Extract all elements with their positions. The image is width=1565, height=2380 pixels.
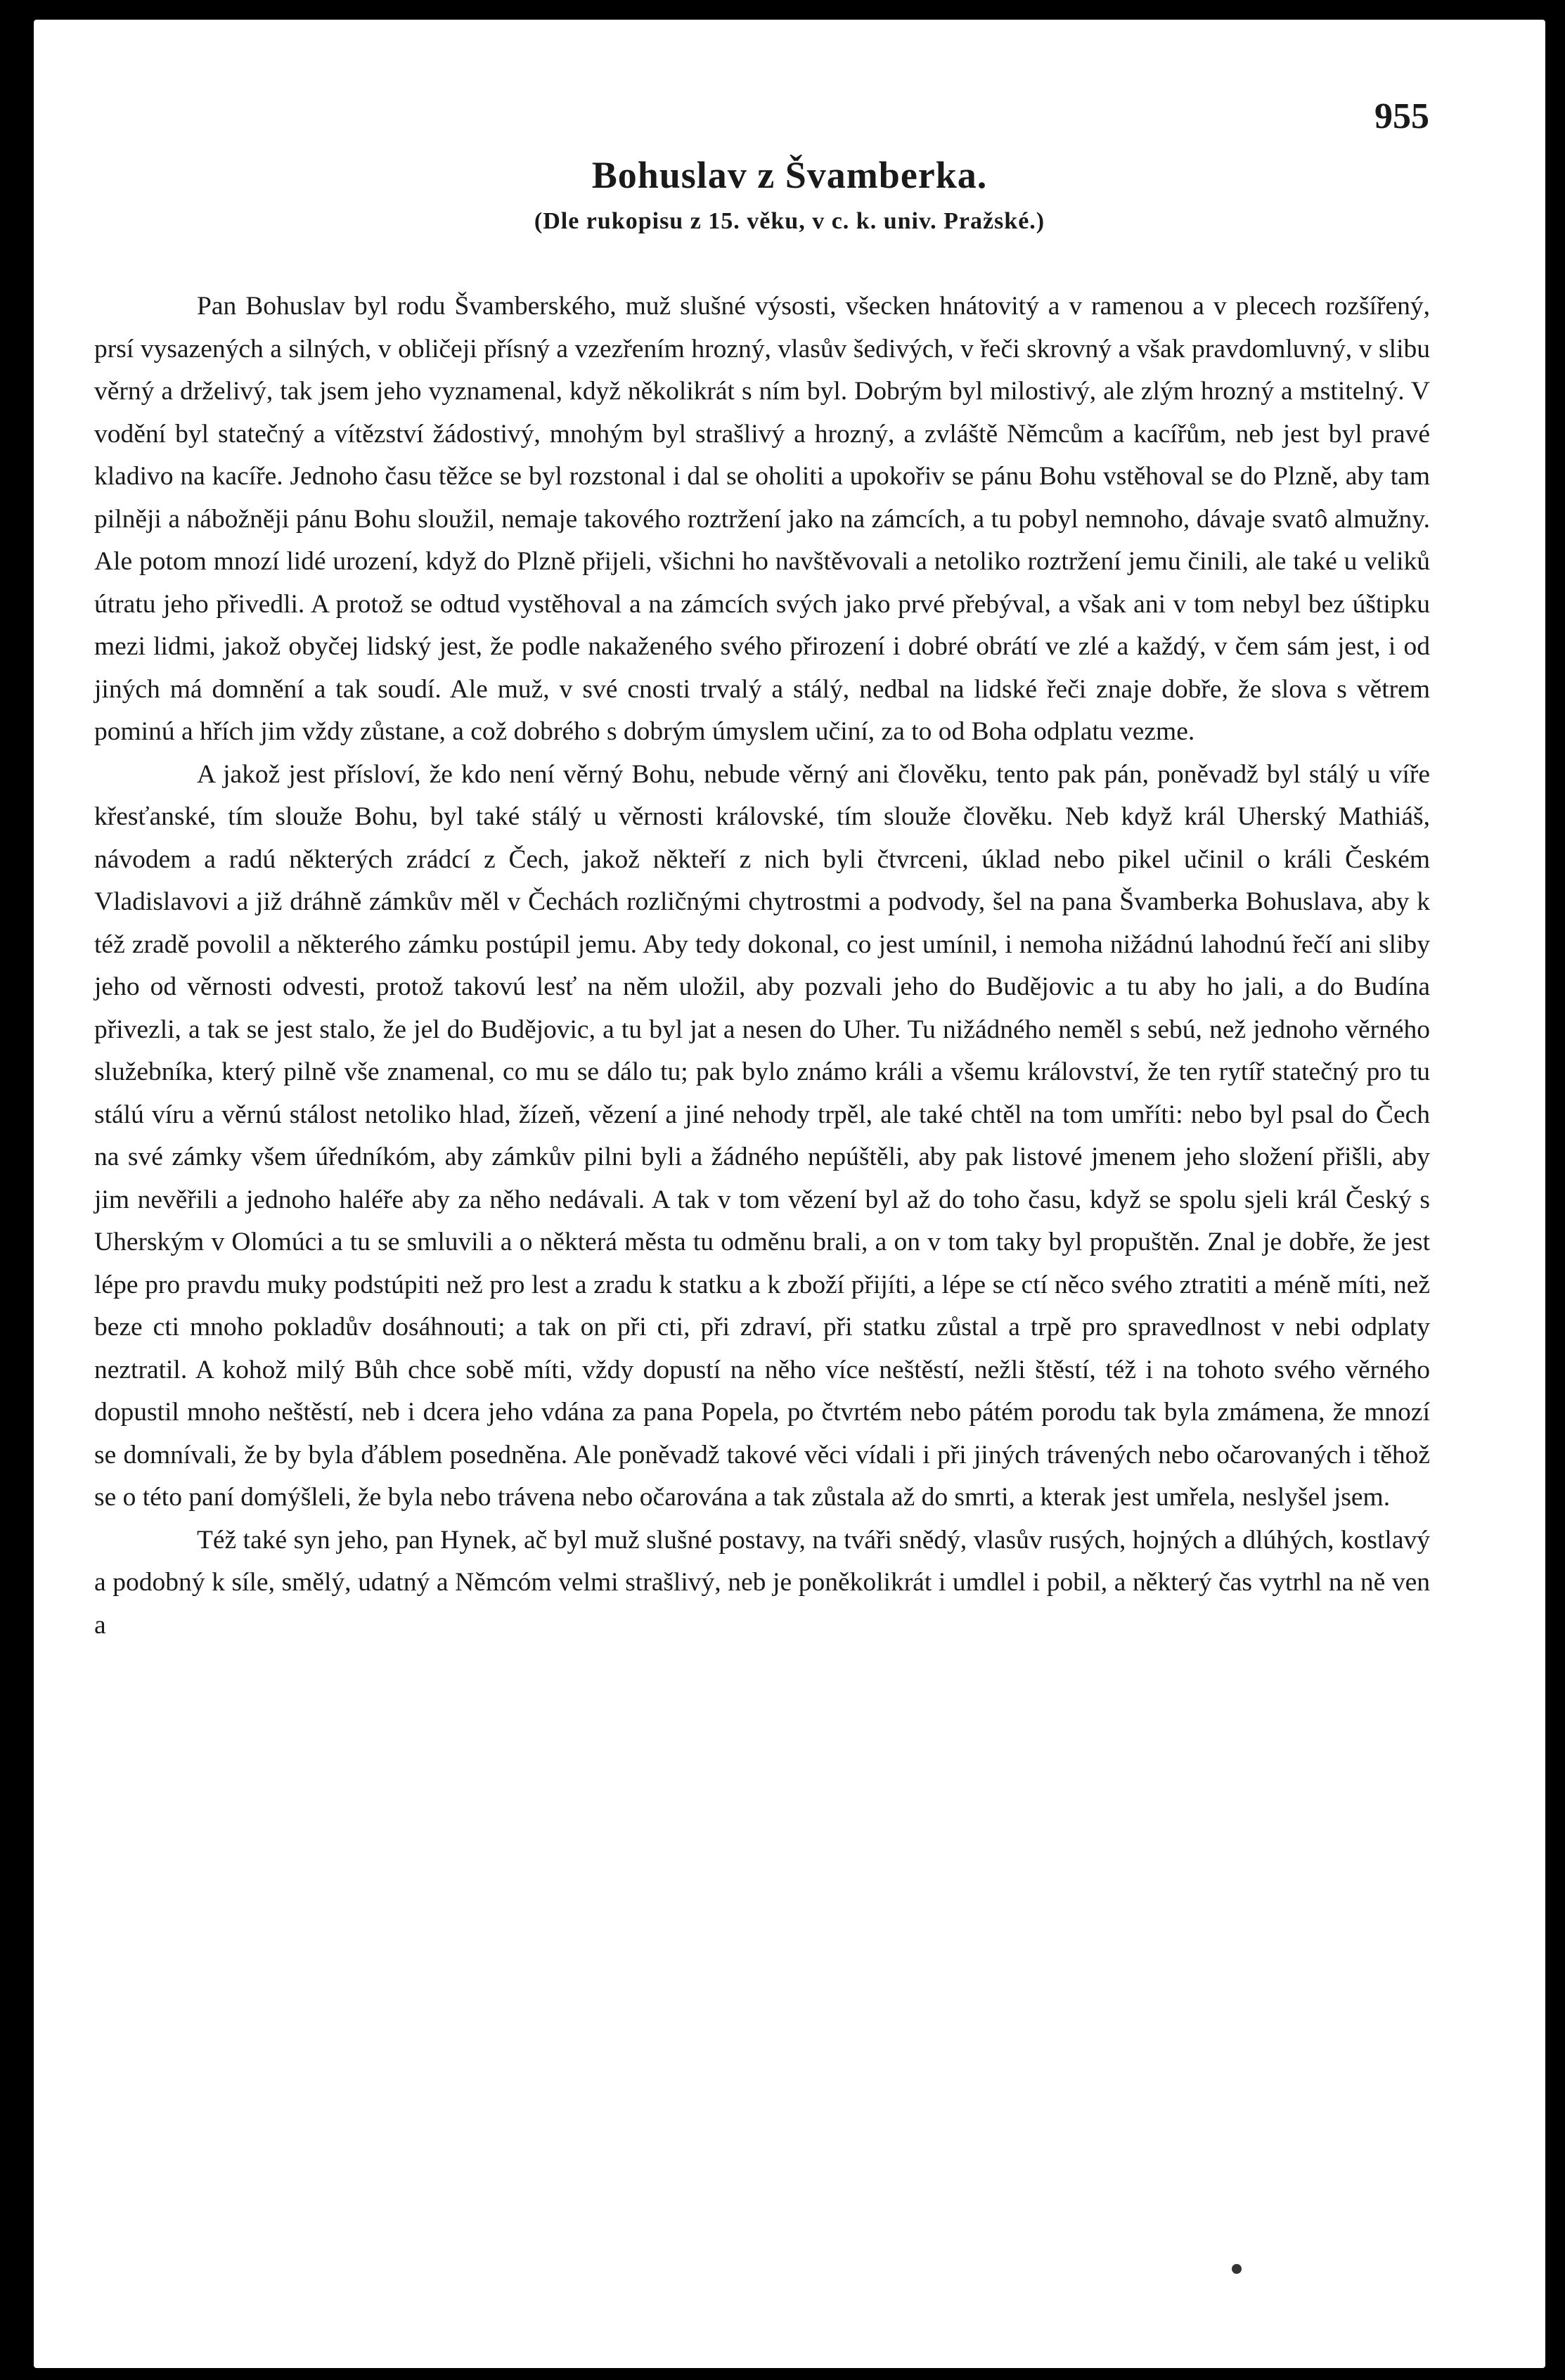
body-text xyxy=(94,285,1430,1647)
page-subtitle: (Dle rukopisu z 15. věku, v c. k. univ. Pražské.) xyxy=(534,208,1045,234)
page-number: 955 xyxy=(1374,96,1429,136)
paragraph-2: A jakož jest přísloví, že kdo není věrný Bohu, nebude věrný ani člověku, tento pak pán, poněvadž byl stálý u víře křesťanské, tím slouže Bohu, byl také stálý u věrnosti královské, tím slouže člověku. Neb když král Uherský Mathiáš, návodem a radú některých zrádcí z Čech, jakož někteří z nich byli čtvrceni, úklad nebo pikel učinil o králi Českém Vladislavovi a již dráhně zámkův měl v Čechách rozličnými chytrostmi a podvody, šel na pana Švamberka Bohuslava, aby k též zradě povolil a některého zámku postúpil jemu. Aby tedy dokonal, co jest umínil, i nemoha nižádnú lahodnú řečí ani sliby jeho od věrnosti odvesti, protož takovú lesť na něm uložil, aby pozvali jeho do Budějovic a tu aby ho jali, a do Budína přivezli, a tak se jest stalo, že jel do Budějovic, a tu byl jat a nesen do Uher. Tu nižádného neměl s sebú, než jednoho věrného služebníka, který pilně vše znamenal, co mu se dálo tu; pak bylo známo králi a všemu království, že ten rytíř statečný pro tu stálú víru a věrnú stálost netoliko hlad, žízeň, vězení a jiné nehody trpěl, ale také chtěl na tom umříti: nebo byl psal do Čech na své zámky všem úředníkóm, aby zámkův pilni byli a žádného nepúštěli, aby pak listové jmenem jeho složení přišli, aby jim nevěřili a jednoho haléře aby za něho nedávali. A tak v tom vězení byl až do toho času, když se spolu sjeli král Český s Uherským v Olomúci a tu se smluvili a o některá města tu odměnu brali, a on v tom taky byl propuštěn. Znal je dobře, že jest lépe pro pravdu muky podstúpiti než pro lest a zradu k statku a k zboží přijíti, a lépe se ctí něco svého ztratiti a méně míti, než beze cti mnoho pokladův dosáhnouti; a tak on při cti, při zdraví, při statku zůstal a trpě pro spravedlnost v nebi odplaty neztratil. A kohož milý Bůh chce sobě míti, vždy dopustí na něho více neštěstí, nežli štěstí, též i na tohoto svého věrného dopustil mnoho neštěstí, neb i dcera jeho vdána za pana Popela, po čtvrtém nebo pátém porodu tak byla zmámena, že mnozí se domnívali, že by byla ďáblem posedněna. Ale poněvadž takové věci vídali i při jiných trávených nebo očarovaných i těhož se o této paní domýšleli, že byla nebo trávena nebo očarována a tak zůstala až do smrti, a kterak jest umřela, neslyšel jsem. xyxy=(94,759,1430,1512)
paragraph-3: Též také syn jeho, pan Hynek, ač byl muž slušné postavy, na tváři snědý, vlasův rusých, hojných a dlúhých, kostlavý a podobný k síle, smělý, udatný a Němcóm velmi strašlivý, neb je poněkolikrát i umdlel i pobil, a některý čas vytrhl na ně ven a xyxy=(94,1525,1430,1640)
book-page xyxy=(34,20,1545,2368)
title-block xyxy=(34,153,1545,235)
paragraph-1: Pan Bohuslav byl rodu Švamberského, muž slušné výsosti, všecken hnátovitý a v ramenou a v plecech rozšířený, prsí vysazených a silných, v obličeji přísný a vzezřením hrozný, vlasův šedivých, v řeči skrovný a však pravdomluvný, v slibu věrný a drželivý, tak jsem jeho vyznamenal, když několikrát s ním byl. Dobrým byl milostivý, ale zlým hrozný a mstitelný. V vodění byl statečný a vítězství žádostivý, mnohým byl strašlivý a hrozný, a zvláště Němcům a kacířům, neb jest byl pravé kladivo na kacíře. Jednoho času těžce se byl rozstonal i dal se oholiti a upokořiv se pánu Bohu vstěhoval se do Plzně, aby tam pilněji a nábožněji pánu Bohu sloužil, nemaje takového roztržení jako na zámcích, a tu pobyl nemnoho, dávaje svatô almužny. Ale potom mnozí lidé urození, když do Plzně přijeli, všichni ho navštěvovali a netoliko roztržení jemu činili, ale také u veliků útratu jeho přivedli. A protož se odtud vystěhoval a na zámcích svých jako prvé přebýval, a však ani v tom nebyl bez úštipku mezi lidmi, jakož obyčej lidský jest, že podle nakaženého svého přirození i dobré obrátí ve zlé a každý, v čem sám jest, i od jiných má domnění a tak soudí. Ale muž, v své cnosti trvalý a stálý, nedbal na lidské řeči znaje dobře, že slova s větrem pominú a hřích jim vždy zůstane, a což dobrého s dobrým úmyslem učiní, za to od Boha odplatu vezme. xyxy=(94,292,1430,746)
ink-speck xyxy=(1232,2264,1242,2274)
page-title: Bohuslav z Švamberka. xyxy=(591,154,988,196)
